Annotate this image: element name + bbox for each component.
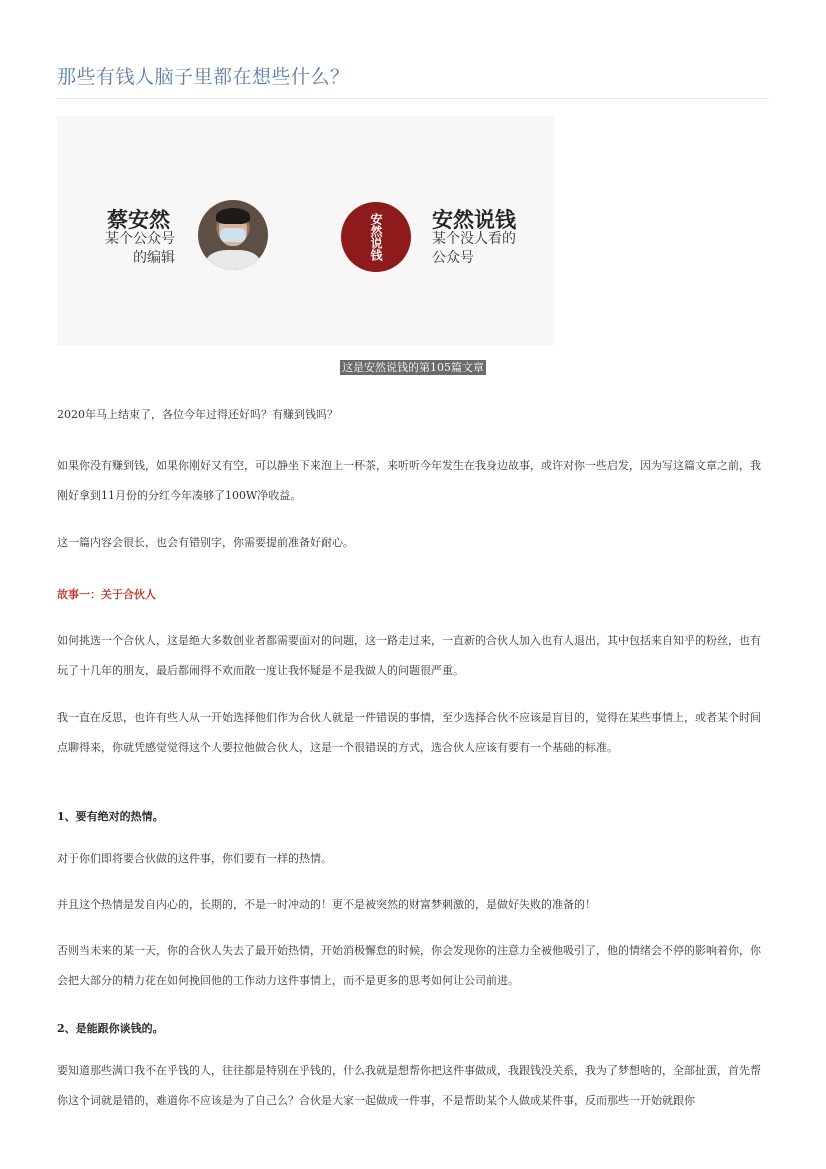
paragraph: 如果你没有赚到钱，如果你刚好又有空，可以静坐下来泡上一杯茶，来听听今年发生在我身边故事，或许对你一些启发，因为写这篇文章之前，我刚好拿到11月份的分红今年凑够了100W净收益。 [57,459,761,502]
banner-person-name: 蔡安然 [107,208,170,232]
paragraph: 否则当未来的某一天，你的合伙人失去了最开始热情，开始消极懈怠的时候，你会发现你的注意力全被他吸引了，他的情绪会不停的影响着你，你会把大部分的精力花在如何挽回他的工作动力这件事情上，而不是更多的思考如何让公司前进。 [57,944,761,987]
paragraph: 并且这个热情是发自内心的，长期的，不是一时冲动的！更不是被突然的财富梦刺激的，是做好失败的准备的！ [57,898,596,911]
paragraph: 这一篇内容会很长，也会有错别字，你需要提前准备好耐心。 [57,536,354,549]
paragraph: 要知道那些满口我不在乎钱的人，往往都是特别在乎钱的，什么我就是想帮你把这件事做成，我跟钱没关系，我为了梦想啥的，全部扯蛋，首先帮你这个词就是错的，难道你不应该是为了自己么？合伙是大家一起做成一件事，不是帮助某个人做成某件事，反而那些一开始就跟你 [57,1064,761,1107]
point-heading: 2、是能跟你谈钱的。 [57,1022,164,1035]
brand-seal-logo: 安然说钱 [341,202,411,272]
banner-image [57,116,554,345]
article-title: 那些有钱人脑子里都在想些什么？ [57,66,350,88]
paragraph: 我一直在反思，也许有些人从一开始选择他们作为合伙人就是一件错误的事情，至少选择合伙不应该是盲目的，觉得在某些事情上，或者某个时间点聊得来，你就凭感觉觉得这个人要拉他做合伙人，这是一个很错误的方式，选合伙人应该有要有一个基础的标准。 [57,711,761,754]
title-divider [57,98,769,99]
point-heading: 1、要有绝对的热情。 [57,810,164,823]
image-caption: 这是安然说钱的第105篇文章 [342,361,484,374]
avatar [198,200,268,270]
section-heading: 故事一：关于合伙人 [57,588,156,601]
banner-brand-desc-2: 公众号 [432,250,474,266]
banner-brand-desc-1: 某个没人看的 [432,231,516,247]
paragraph: 如何挑选一个合伙人，这是绝大多数创业者都需要面对的问题，这一路走过来，一直新的合伙人加入也有人退出，其中包括来自知乎的粉丝，也有玩了十几年的朋友，最后都闹得不欢而散一度让我怀疑是不是我做人的问题很严重。 [57,634,761,677]
paragraph: 2020年马上结束了，各位今年过得还好吗？有赚到钱吗？ [57,408,338,421]
paragraph: 对于你们即将要合伙做的这件事，你们要有一样的热情。 [57,852,332,865]
banner-brand-name: 安然说钱 [432,208,516,232]
banner-person-desc-1: 某个公众号 [105,231,175,247]
banner-person-desc-2: 的编辑 [133,250,175,266]
